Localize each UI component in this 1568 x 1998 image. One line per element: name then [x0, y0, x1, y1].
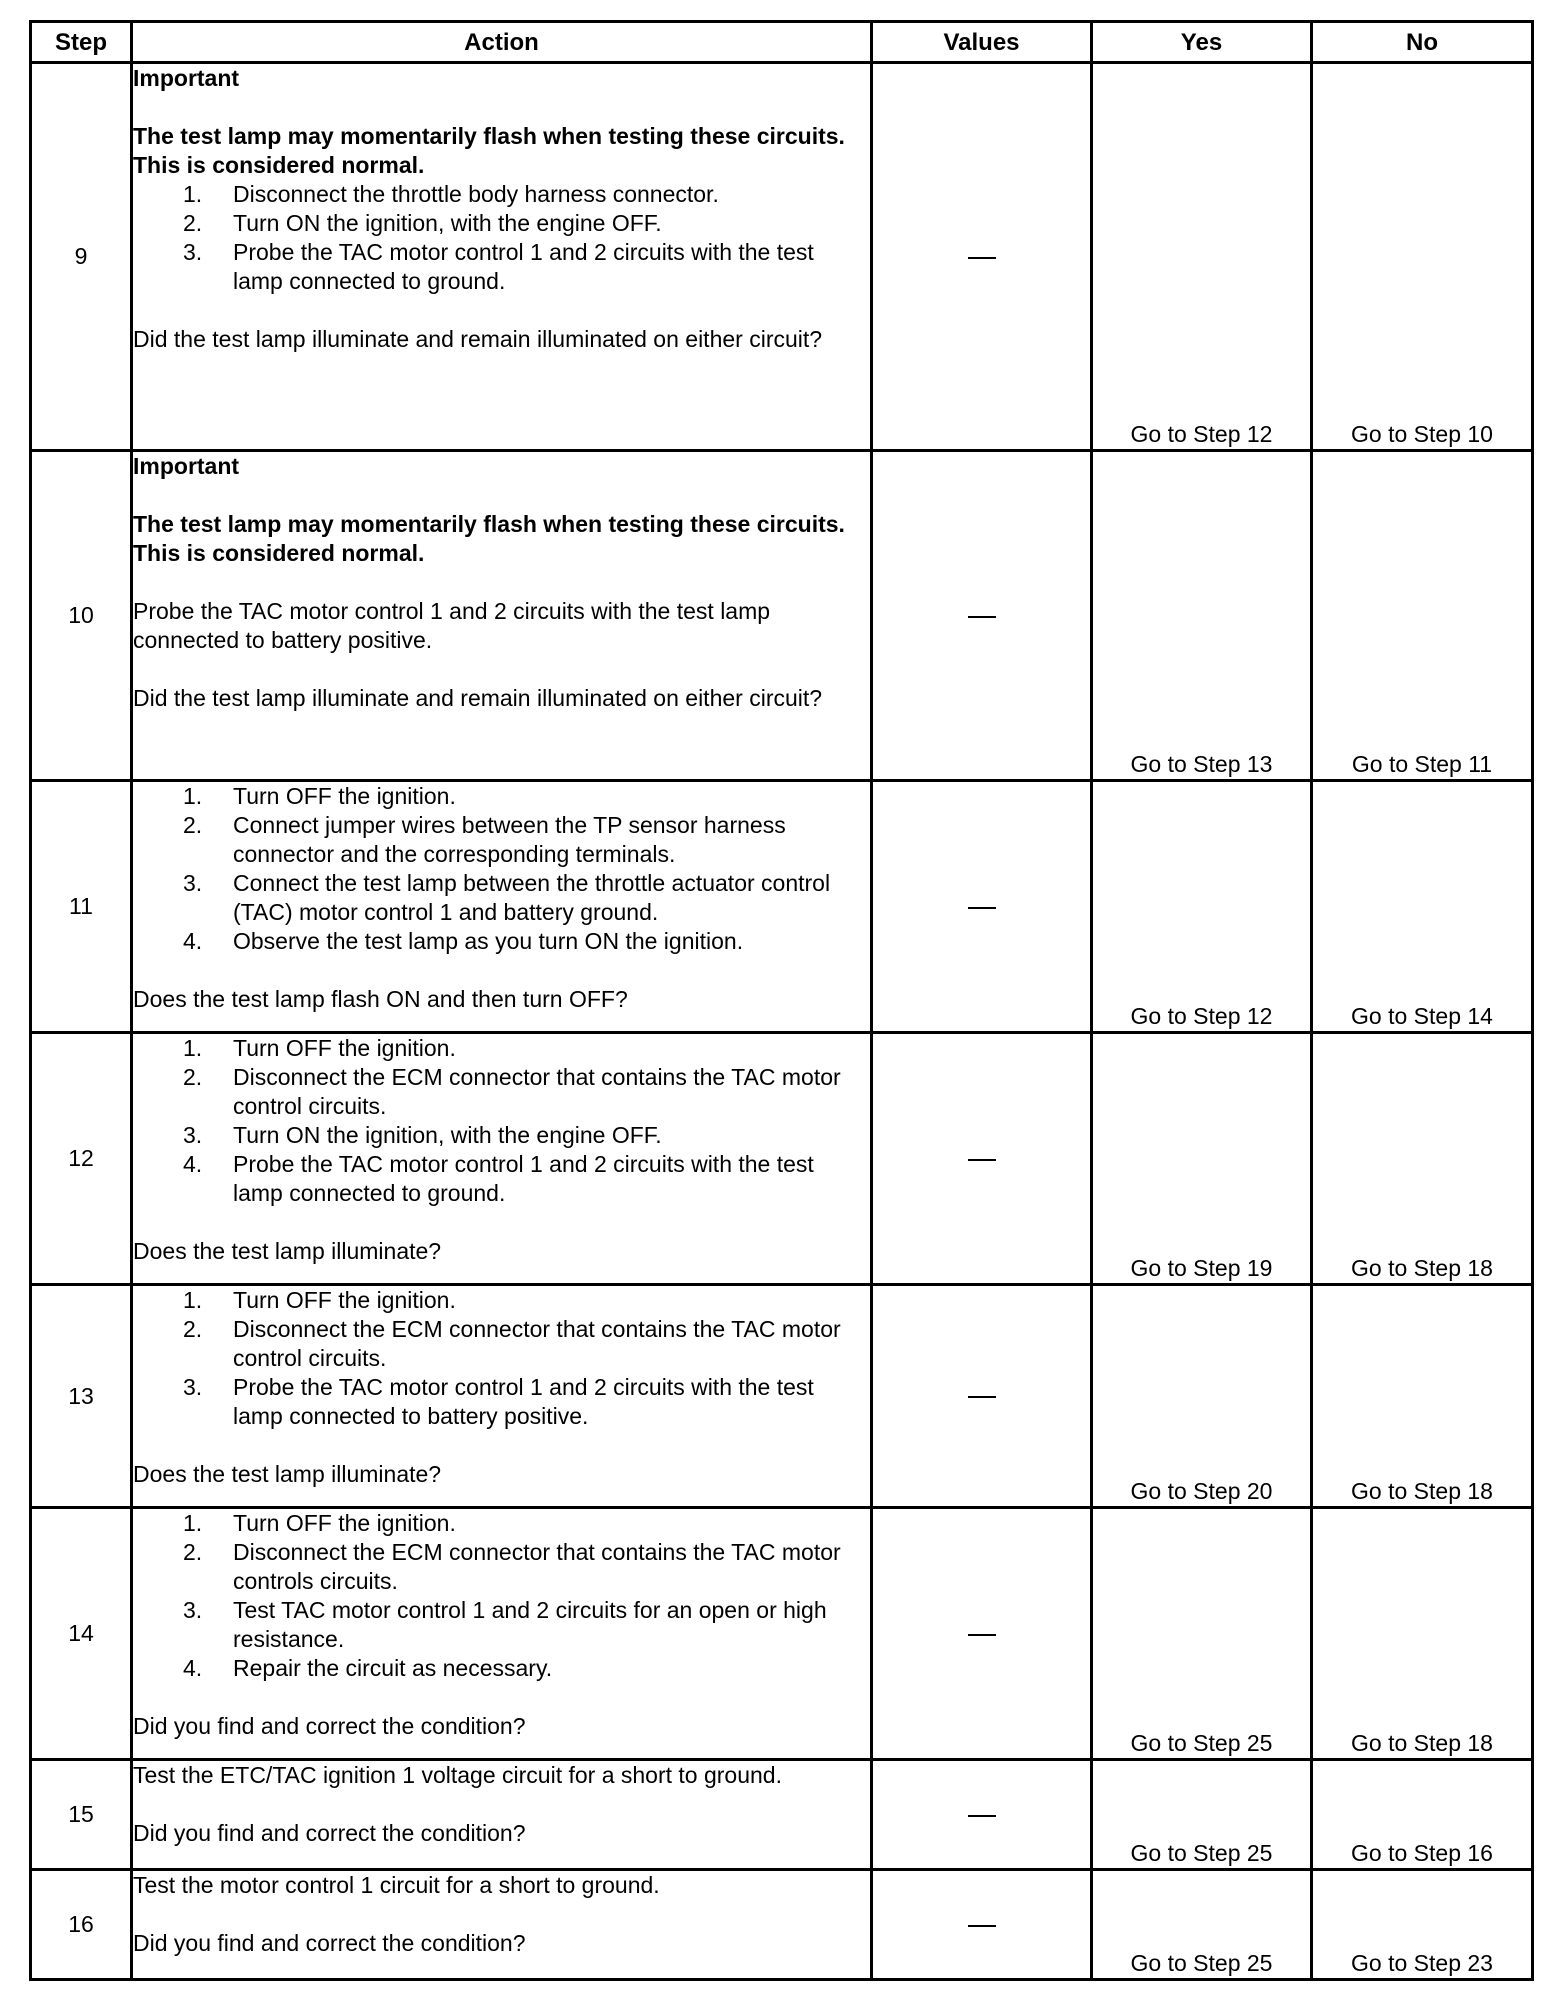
procedure-steps: [133, 1286, 870, 1431]
header-yes: Yes: [1092, 22, 1312, 63]
procedure-step: [133, 1538, 870, 1596]
step-item-number: 2.: [183, 1316, 203, 1342]
step-item-number: 1.: [183, 181, 203, 207]
step-item-text: Turn OFF the ignition.: [233, 1287, 456, 1313]
action-question: Did you find and correct the condition?: [133, 1820, 526, 1846]
procedure-step: [133, 869, 870, 927]
procedure-step: [133, 1286, 870, 1315]
important-note: The test lamp may momentarily flash when testing these circuits. This is considered normal.: [133, 123, 845, 178]
step-item-number: 3.: [183, 870, 203, 896]
values-cell: [872, 1760, 1092, 1870]
table-body: [31, 63, 1533, 1980]
action-instruction: Test the ETC/TAC ignition 1 voltage circuit for a short to ground.: [133, 1762, 782, 1788]
value-dash: [968, 616, 996, 618]
step-number: 15: [31, 1760, 132, 1870]
step-item-text: Disconnect the throttle body harness connector.: [233, 181, 719, 207]
procedure-steps: [133, 180, 870, 296]
step-number: 12: [31, 1033, 132, 1285]
action-cell: [132, 1760, 872, 1870]
value-dash: [968, 1815, 996, 1817]
procedure-step: [133, 209, 870, 238]
table-header: [31, 22, 1533, 63]
table-row: [31, 1508, 1533, 1760]
diagnostic-table: [29, 20, 1534, 1981]
action-question: Does the test lamp illuminate?: [133, 1461, 442, 1487]
procedure-steps: [133, 1509, 870, 1683]
procedure-step: [133, 782, 870, 811]
action-cell: [132, 1870, 872, 1980]
action-cell: [132, 1285, 872, 1508]
step-item-text: Disconnect the ECM connector that contains the TAC motor control circuits.: [233, 1064, 841, 1119]
procedure-step: [133, 238, 870, 296]
step-item-text: Turn ON the ignition, with the engine OFF.: [233, 210, 662, 236]
value-dash: [968, 1925, 996, 1927]
yes-cell: Go to Step 19: [1092, 1033, 1312, 1285]
header-row: [31, 22, 1533, 63]
yes-cell: Go to Step 12: [1092, 63, 1312, 451]
value-dash: [968, 1159, 996, 1161]
step-item-text: Turn ON the ignition, with the engine OFF.: [233, 1122, 662, 1148]
action-question: Did the test lamp illuminate and remain illuminated on either circuit?: [133, 685, 823, 711]
table-row: [31, 451, 1533, 781]
step-item-number: 3.: [183, 1122, 203, 1148]
step-item-number: 4.: [183, 1151, 203, 1177]
table-row: [31, 781, 1533, 1033]
no-cell: Go to Step 10: [1312, 63, 1533, 451]
procedure-step: [133, 1509, 870, 1538]
step-item-number: 3.: [183, 1597, 203, 1623]
step-item-number: 1.: [183, 1510, 203, 1536]
step-item-number: 2.: [183, 210, 203, 236]
action-question: Did you find and correct the condition?: [133, 1713, 526, 1739]
values-cell: [872, 781, 1092, 1033]
table-row: [31, 1760, 1533, 1870]
yes-cell: Go to Step 13: [1092, 451, 1312, 781]
action-cell: [132, 1033, 872, 1285]
header-values: Values: [872, 22, 1092, 63]
procedure-step: [133, 1034, 870, 1063]
yes-cell: Go to Step 12: [1092, 781, 1312, 1033]
step-number: 14: [31, 1508, 132, 1760]
step-item-text: Test TAC motor control 1 and 2 circuits for an open or high resistance.: [233, 1597, 827, 1652]
action-cell: [132, 63, 872, 451]
yes-cell: Go to Step 25: [1092, 1870, 1312, 1980]
procedure-step: [133, 1373, 870, 1431]
step-item-text: Probe the TAC motor control 1 and 2 circuits with the test lamp connected to battery positive.: [233, 1374, 814, 1429]
step-item-text: Disconnect the ECM connector that contains the TAC motor controls circuits.: [233, 1539, 841, 1594]
header-step: Step: [31, 22, 132, 63]
step-item-number: 4.: [183, 928, 203, 954]
action-question: Does the test lamp flash ON and then turn OFF?: [133, 986, 628, 1012]
value-dash: [968, 257, 996, 259]
procedure-step: [133, 1315, 870, 1373]
no-cell: Go to Step 23: [1312, 1870, 1533, 1980]
action-instruction: Probe the TAC motor control 1 and 2 circuits with the test lamp connected to battery positive.: [133, 598, 771, 653]
action-question: Did you find and correct the condition?: [133, 1930, 526, 1956]
procedure-step: [133, 180, 870, 209]
important-label: Important: [133, 453, 240, 479]
value-dash: [968, 907, 996, 909]
no-cell: Go to Step 14: [1312, 781, 1533, 1033]
values-cell: [872, 1870, 1092, 1980]
values-cell: [872, 1285, 1092, 1508]
action-cell: [132, 1508, 872, 1760]
yes-cell: Go to Step 20: [1092, 1285, 1312, 1508]
step-item-text: Repair the circuit as necessary.: [233, 1655, 553, 1681]
step-item-number: 1.: [183, 1035, 203, 1061]
procedure-step: [133, 1150, 870, 1208]
procedure-step: [133, 1654, 870, 1683]
action-cell: [132, 781, 872, 1033]
value-dash: [968, 1634, 996, 1636]
value-dash: [968, 1396, 996, 1398]
step-item-number: 2.: [183, 1539, 203, 1565]
no-cell: Go to Step 16: [1312, 1760, 1533, 1870]
table-row: [31, 1033, 1533, 1285]
action-question: Does the test lamp illuminate?: [133, 1238, 442, 1264]
step-number: 13: [31, 1285, 132, 1508]
yes-cell: Go to Step 25: [1092, 1508, 1312, 1760]
step-item-text: Turn OFF the ignition.: [233, 783, 456, 809]
header-action: Action: [132, 22, 872, 63]
step-item-number: 2.: [183, 812, 203, 838]
step-item-number: 1.: [183, 783, 203, 809]
procedure-step: [133, 1121, 870, 1150]
action-question: Did the test lamp illuminate and remain illuminated on either circuit?: [133, 326, 823, 352]
table-row: [31, 63, 1533, 451]
step-item-text: Turn OFF the ignition.: [233, 1035, 456, 1061]
important-note: The test lamp may momentarily flash when testing these circuits. This is considered normal.: [133, 511, 845, 566]
action-instruction: Test the motor control 1 circuit for a short to ground.: [133, 1872, 660, 1898]
procedure-steps: [133, 1034, 870, 1208]
values-cell: [872, 451, 1092, 781]
step-item-number: 3.: [183, 239, 203, 265]
step-item-text: Turn OFF the ignition.: [233, 1510, 456, 1536]
table-row: [31, 1870, 1533, 1980]
step-item-text: Probe the TAC motor control 1 and 2 circuits with the test lamp connected to ground.: [233, 239, 814, 294]
no-cell: Go to Step 18: [1312, 1508, 1533, 1760]
important-label: Important: [133, 65, 240, 91]
header-no: No: [1312, 22, 1533, 63]
step-item-text: Connect jumper wires between the TP sensor harness connector and the corresponding terminals.: [233, 812, 786, 867]
values-cell: [872, 1508, 1092, 1760]
procedure-step: [133, 927, 870, 956]
step-item-text: Observe the test lamp as you turn ON the ignition.: [233, 928, 744, 954]
step-number: 9: [31, 63, 132, 451]
step-item-text: Probe the TAC motor control 1 and 2 circuits with the test lamp connected to ground.: [233, 1151, 814, 1206]
no-cell: Go to Step 11: [1312, 451, 1533, 781]
step-item-number: 3.: [183, 1374, 203, 1400]
procedure-step: [133, 1063, 870, 1121]
step-number: 10: [31, 451, 132, 781]
table-row: [31, 1285, 1533, 1508]
action-cell: [132, 451, 872, 781]
step-item-number: 4.: [183, 1655, 203, 1681]
no-cell: Go to Step 18: [1312, 1285, 1533, 1508]
procedure-step: [133, 811, 870, 869]
no-cell: Go to Step 18: [1312, 1033, 1533, 1285]
values-cell: [872, 63, 1092, 451]
step-item-text: Connect the test lamp between the throttle actuator control (TAC) motor control 1 and battery ground.: [233, 870, 831, 925]
step-number: 11: [31, 781, 132, 1033]
step-item-number: 2.: [183, 1064, 203, 1090]
step-number: 16: [31, 1870, 132, 1980]
procedure-step: [133, 1596, 870, 1654]
yes-cell: Go to Step 25: [1092, 1760, 1312, 1870]
step-item-text: Disconnect the ECM connector that contains the TAC motor control circuits.: [233, 1316, 841, 1371]
values-cell: [872, 1033, 1092, 1285]
step-item-number: 1.: [183, 1287, 203, 1313]
procedure-steps: [133, 782, 870, 956]
